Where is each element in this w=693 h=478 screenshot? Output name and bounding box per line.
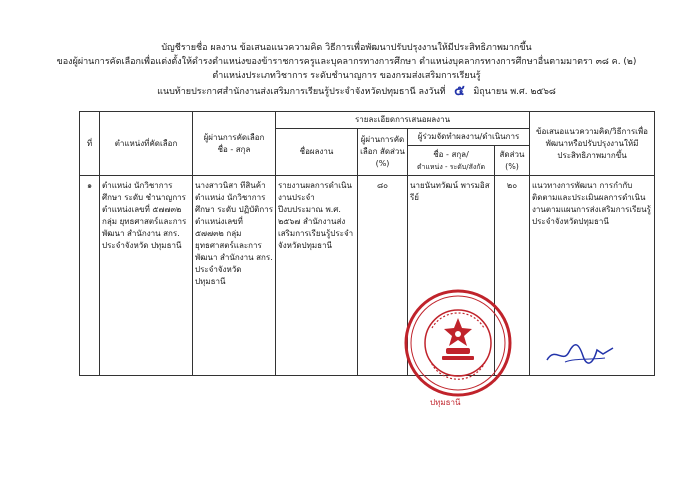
header-line-4-suffix: มิถุนายน พ.ศ. ๒๕๖๘ [473, 87, 556, 97]
cell-passer: นางสาวนิสา ทีสินค้า ตำแหน่ง นักวิชาการศึกษา ระดับ ปฏิบัติการ ตำแหน่งเลขที่ ๕๗๗๓๒ กลุ่ม ยุทธศาสตร์และการพัฒนา สำนักงาน สกร. ประจำจังหวัด ปทุมธานี [193, 176, 276, 376]
header-line-3: ตำแหน่งประเภทวิชาการ ระดับชำนาญการ ของกรมส่งเสริมการเรียนรู้ [212, 71, 481, 81]
header-line-4 [10, 84, 693, 98]
cell-coworker-ratio: ๒๐ [495, 176, 530, 376]
selection-table [79, 111, 655, 376]
col-header-coworker-ratio: สัดส่วน (%) [495, 146, 530, 176]
col-header-coworker-name [408, 146, 495, 176]
col-header-coworker-name-line2: ตำแหน่ง - ระดับ/สังกัด [416, 162, 486, 171]
header-line-2: ของผู้ผ่านการคัดเลือกเพื่อแต่งตั้งให้ดำรงตำแหน่งของข้าราชการครูและบุคลากรทางการศึกษา ตำแหน่งบุคลากรทางการศึกษาอื่นตามมาตรา ๓๘ ค. (๒) [56, 57, 637, 67]
cell-work-name: รายงานผลการดำเนินงานประจำปีงบประมาณ พ.ศ. ๒๕๖๗ สำนักงานส่งเสริมการเรียนรู้ประจำจังหวัดปทุมธานี [276, 176, 358, 376]
header-line-1: บัญชีรายชื่อ ผลงาน ข้อเสนอแนวความคิด วิธีการเพื่อพัฒนาปรับปรุงงานให้มีประสิทธิภาพมากขึ้น [161, 43, 532, 53]
cell-coworker: นายนันทวัฒน์ พารมอิสรีย์ [408, 176, 495, 376]
seal-label: ปทุมธานี [430, 398, 461, 407]
col-header-passer-line1: ผู้ผ่านการคัดเลือก [203, 132, 265, 142]
col-header-no: ที่ [80, 112, 100, 176]
col-header-passer-line2: ชื่อ - สกุล [217, 144, 251, 154]
col-header-coworker-group: ผู้ร่วมจัดทำผลงาน/ดำเนินการ [408, 129, 530, 146]
official-seal-icon [402, 288, 515, 398]
col-header-passer-ratio: ผู้ผ่านการคัดเลือก สัดส่วน (%) [358, 129, 408, 176]
cell-no: ๑ [80, 176, 100, 376]
signature-icon [545, 340, 615, 368]
cell-passer-ratio: ๘๐ [358, 176, 408, 376]
header-line-4-prefix: แนบท้ายประกาศสำนักงานส่งเสริมการเรียนรู้ประจำจังหวัดปทุมธานี ลงวันที่ [157, 87, 446, 97]
col-header-work-name: ชื่อผลงาน [276, 129, 358, 176]
col-header-position: ตำแหน่งที่คัดเลือก [100, 112, 193, 176]
col-header-proposal: ข้อเสนอแนวความคิด/วิธีการเพื่อพัฒนาหรือปรับปรุงงานให้มีประสิทธิภาพมากขึ้น [530, 112, 655, 176]
cell-proposal: แนวทางการพัฒนา การกำกับติดตามและประเมินผลการดำเนินงานตามแผนการส่งเสริมการเรียนรู้ประจำจังหวัดปทุมธานี [530, 176, 655, 376]
col-header-performance-group: รายละเอียดการเสนอผลงาน [276, 112, 530, 129]
col-header-passer [193, 112, 276, 176]
handwritten-day: ๕ [454, 83, 465, 99]
cell-position: ตำแหน่ง นักวิชาการศึกษา ระดับ ชำนาญการ ตำแหน่งเลขที่ ๕๗๗๓๒ กลุ่ม ยุทธศาสตร์และการพัฒนา สำนักงาน สกร. ประจำจังหวัด ปทุมธานี [100, 176, 193, 376]
col-header-coworker-name-line1: ชื่อ - สกุล/ [433, 149, 469, 159]
